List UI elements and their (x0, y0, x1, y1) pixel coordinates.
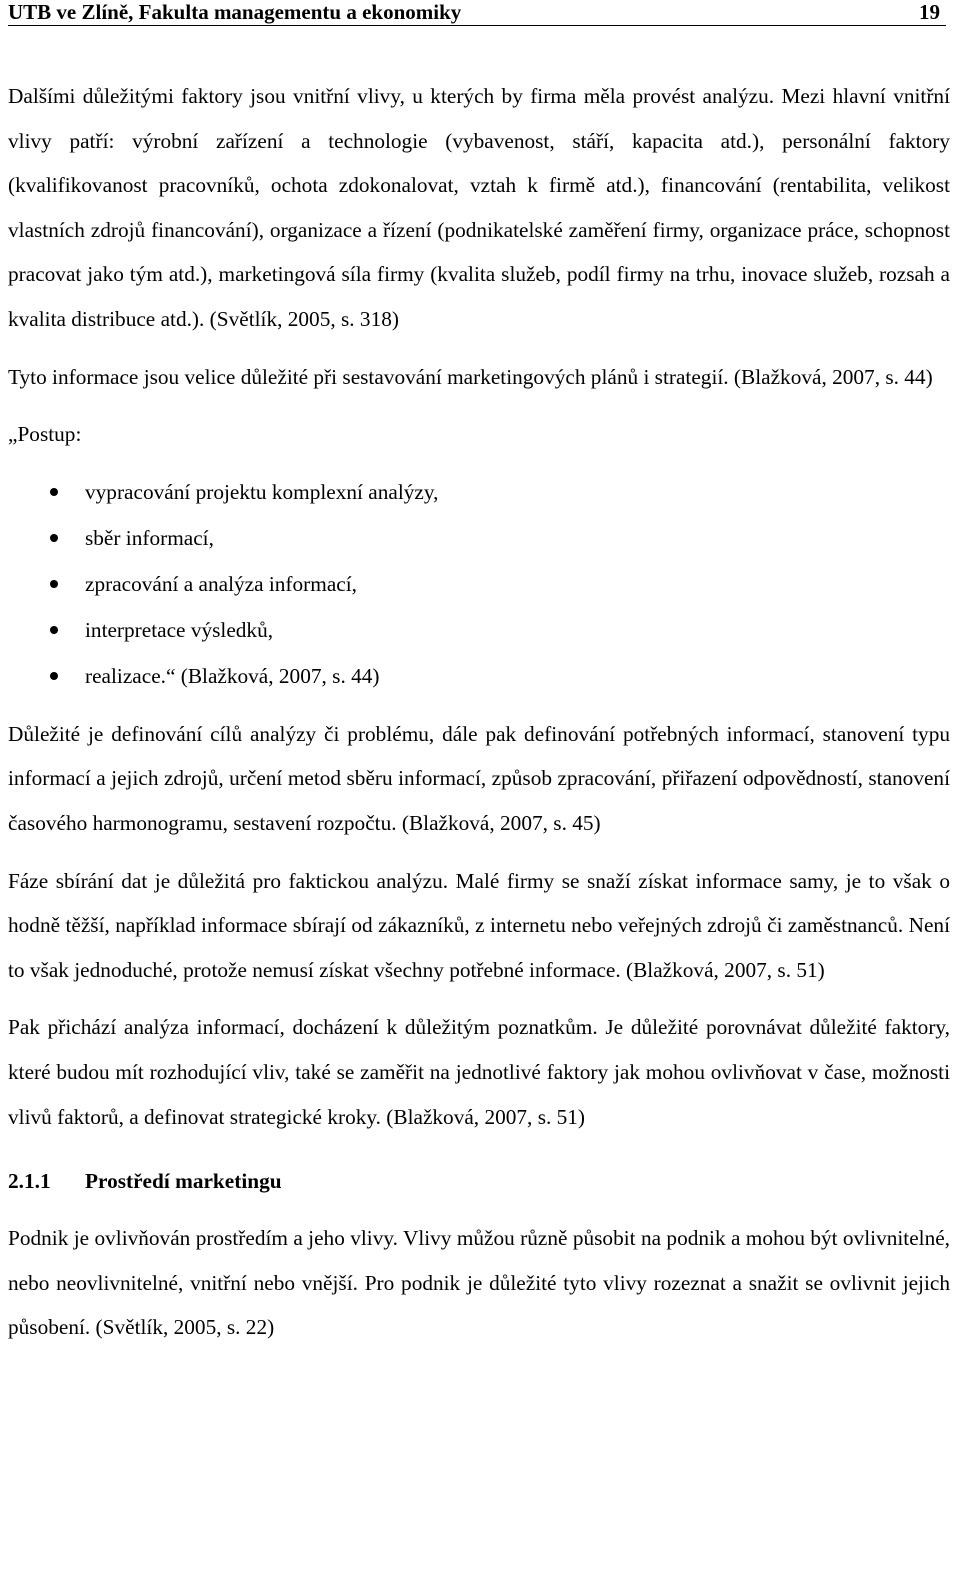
paragraph-procedure-intro: „Postup: (8, 422, 82, 447)
paragraph-information-importance: Tyto informace jsou velice důležité při sestavování marketingových plánů i strategií. (Blažková, 2007, s. 44) (8, 364, 933, 389)
bullet-icon (50, 580, 58, 588)
page-number: 19 (919, 0, 940, 24)
list-item (8, 607, 950, 653)
header-title: UTB ve Zlíně, Fakulta managementu a ekonomiky (8, 0, 462, 24)
list-item-text: interpretace výsledků, (85, 617, 274, 642)
document-page (8, 0, 950, 1350)
section-heading (8, 1159, 950, 1203)
bullet-icon (50, 534, 58, 542)
page-header (8, 0, 946, 26)
paragraph-marketing-environment: Podnik je ovlivňován prostředím a jeho vlivy. Vlivy můžou různě působit na podnik a mohou být ovlivnitelné, nebo neovlivnitelné, vnitřní nebo vnější. Pro podnik je důležité tyto vlivy rozeznat a snažit se ovlivnit jejich působení. (Světlík, 2005, s. 22) (8, 1226, 950, 1340)
list-item-text: zpracování a analýza informací, (85, 571, 357, 596)
section-title: Prostředí marketingu (85, 1169, 282, 1194)
list-item-text: vypracování projektu komplexní analýzy, (85, 479, 439, 504)
procedure-list (8, 469, 950, 699)
list-item (8, 561, 950, 607)
bullet-icon (50, 488, 58, 496)
paragraph-internal-influences: Dalšími důležitými faktory jsou vnitřní vlivy, u kterých by firma měla provést analýzu. Mezi hlavní vnitřní vlivy patří: výrobní zařízení a technologie (vybavenost, stáří, kapacita atd.), personální faktory (kvalifikovanost pracovníků, ochota zdokonalovat, vztah k firmě atd.), financování (rentabilita, velikost vlastních zdrojů financování), organizace a řízení (podnikatelské zaměření firmy, organizace práce, schopnost pracovat jako tým atd.), marketingová síla firmy (kvalita služeb, podíl firmy na trhu, inovace služeb, rozsah a kvalita distribuce atd.). (Světlík, 2005, s. 318) (8, 84, 950, 331)
section-number: 2.1.1 (8, 1169, 51, 1194)
list-item-text: realizace.“ (Blažková, 2007, s. 44) (85, 663, 380, 688)
list-item (8, 469, 950, 515)
list-item (8, 653, 950, 699)
paragraph-information-analysis: Pak přichází analýza informací, docházení k důležitým poznatkům. Je důležité porovnávat důležité faktory, které budou mít rozhodující vliv, také se zaměřit na jednotlivé faktory jak mohou ovlivňovat v čase, možnosti vlivů faktorů, a definovat strategické kroky. (Blažková, 2007, s. 51) (8, 1015, 950, 1129)
paragraph-data-collection: Fáze sbírání dat je důležitá pro faktickou analýzu. Malé firmy se snaží získat informace samy, je to však o hodně těžší, například informace sbírají od zákazníků, z internetu nebo veřejných zdrojů či zaměstnanců. Není to však jednoduché, protože nemusí získat všechny potřebné informace. (Blažková, 2007, s. 51) (8, 868, 950, 982)
bullet-icon (50, 672, 58, 680)
list-item-text: sběr informací, (85, 525, 214, 550)
paragraph-analysis-goals: Důležité je definování cílů analýzy či problému, dále pak definování potřebných informací, stanovení typu informací a jejich zdrojů, určení metod sběru informací, způsob zpracování, přiřazení odpovědností, stanovení časového harmonogramu, sestavení rozpočtu. (Blažková, 2007, s. 45) (8, 721, 950, 835)
bullet-icon (50, 626, 58, 634)
list-item (8, 515, 950, 561)
